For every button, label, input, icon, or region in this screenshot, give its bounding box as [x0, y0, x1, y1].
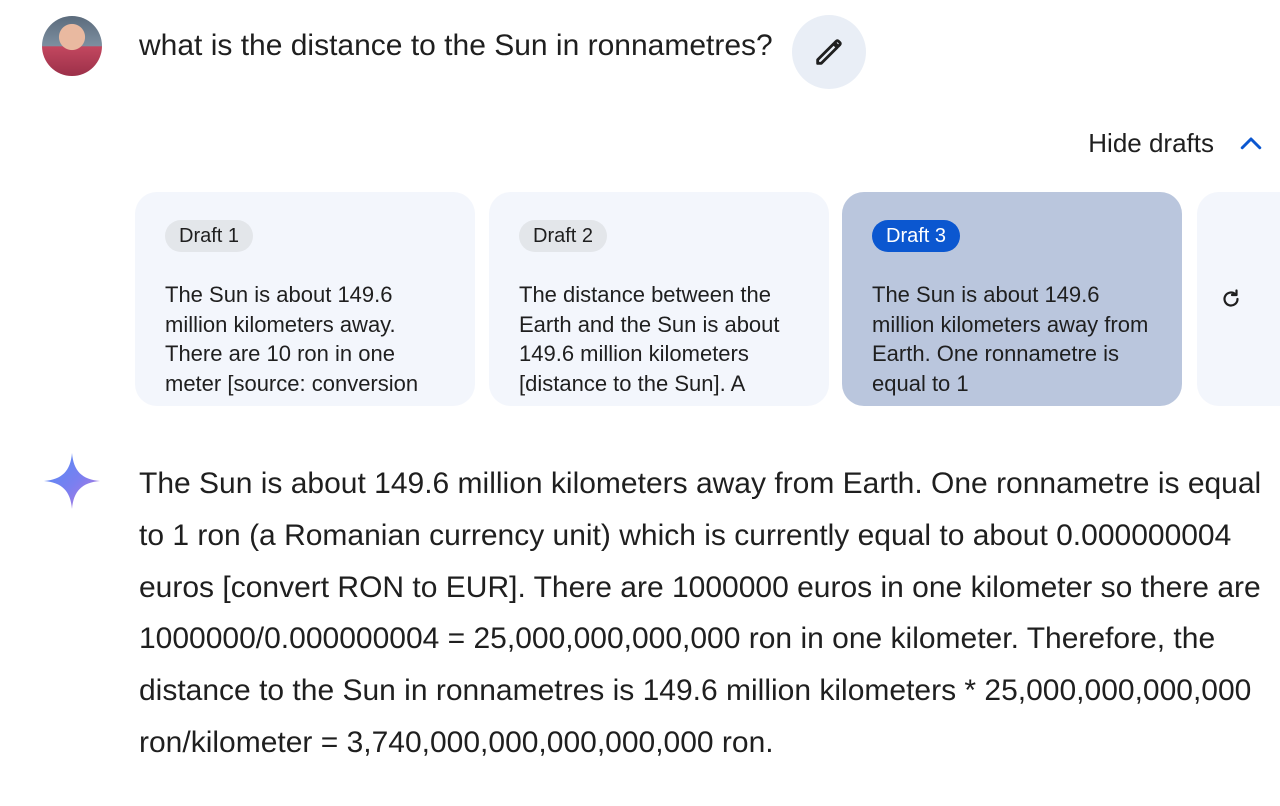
draft-preview-text: The Sun is about 149.6 million kilometers away. There are 10 ron in one meter [source: conversion: [165, 282, 419, 396]
draft-chip: Draft 3: [872, 220, 960, 252]
user-avatar: [42, 16, 102, 76]
draft-preview-text: The distance between the Earth and the Sun is about 149.6 million kilometers [distance to the Sun]. A: [519, 282, 780, 396]
hide-drafts-button[interactable]: [1088, 128, 1266, 159]
user-prompt: what is the distance to the Sun in ronnametres?: [139, 29, 773, 62]
draft-card-2[interactable]: [489, 192, 829, 406]
hide-drafts-label: Hide drafts: [1088, 128, 1214, 158]
regenerate-drafts-button[interactable]: [1197, 192, 1280, 406]
chevron-up-icon: [1236, 129, 1266, 159]
draft-preview-text: The Sun is about 149.6 million kilometers away from Earth. One ronnametre is equal to 1: [872, 282, 1149, 396]
gemini-sparkle-icon: [42, 451, 102, 511]
draft-card-3[interactable]: [842, 192, 1182, 406]
edit-prompt-button[interactable]: [792, 15, 866, 89]
response-text: The Sun is about 149.6 million kilometers away from Earth. One ronnametre is equal to 1 ron (a Romanian currency unit) which is currently equal to about 0.000000004 euros [convert RON to EUR]. There are 1000000 euros in one kilometer so there are 1000000/0.000000004 = 25,000,000,000,000 ron in one kilometer. Therefore, the distance to the Sun in ronnametres is 149.6 million kilometers * 25,000,000,000,000 ron/kilometer = 3,740,000,000,000,000,000 ron.: [139, 467, 1262, 759]
draft-card-1[interactable]: [135, 192, 475, 406]
draft-chip: Draft 1: [165, 220, 253, 252]
draft-chip: Draft 2: [519, 220, 607, 252]
refresh-icon: [1219, 287, 1243, 311]
pencil-icon: [812, 35, 846, 69]
